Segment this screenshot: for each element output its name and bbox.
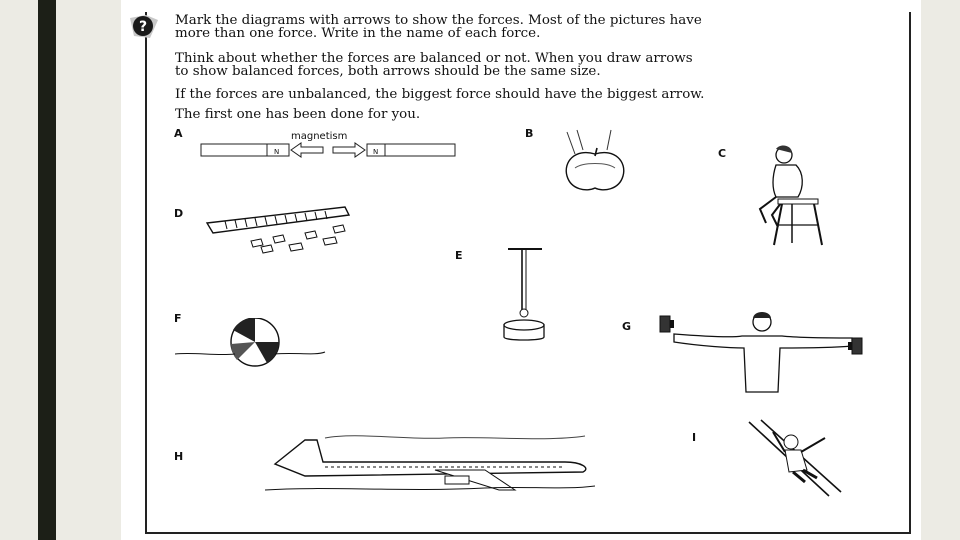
diagram-label-e: E: [455, 249, 463, 262]
diagram-label-g: G: [622, 320, 632, 333]
hanging-weight-icon: [500, 245, 550, 345]
pole-label-right: N: [373, 148, 379, 156]
diagram-label-b: B: [525, 127, 534, 140]
pole-label-left: N: [274, 148, 280, 156]
diagram-label-i: I: [692, 431, 697, 444]
instruction-line: The first one has been done for you.: [175, 107, 421, 122]
instruction-line: to show balanced forces, both arrows should be the same size.: [175, 64, 601, 79]
instruction-line: If the forces are unbalanced, the biggest force should have the biggest arrow.: [175, 87, 705, 102]
diagram-label-a: A: [174, 127, 183, 140]
diagram-label-d: D: [174, 207, 184, 220]
person-on-stool-icon: [750, 143, 830, 248]
diagram-label-f: F: [174, 312, 182, 325]
instruction-line: more than one force. Write in the name of each force.: [175, 26, 541, 41]
question-mark-icon: [128, 12, 160, 40]
comb-paper-icon: [205, 205, 355, 255]
airplane-icon: [265, 432, 595, 497]
svg-text:?: ?: [138, 19, 148, 35]
left-dark-bar: [38, 0, 56, 540]
instruction-line: Mark the diagrams with arrows to show the forces. Most of the pictures have: [175, 13, 702, 28]
falling-apple-icon: [555, 128, 635, 196]
instruction-line: Think about whether the forces are balanced or not. When you draw arrows: [175, 51, 693, 66]
force-label-magnetism: magnetism: [291, 131, 348, 142]
floating-ball-icon: [175, 318, 335, 368]
diagram-label-c: C: [718, 147, 727, 160]
person-dumbbells-icon: [650, 308, 875, 393]
slide-child-icon: [745, 418, 845, 498]
bar-magnets-icon: [195, 128, 460, 160]
diagram-label-h: H: [174, 450, 184, 463]
